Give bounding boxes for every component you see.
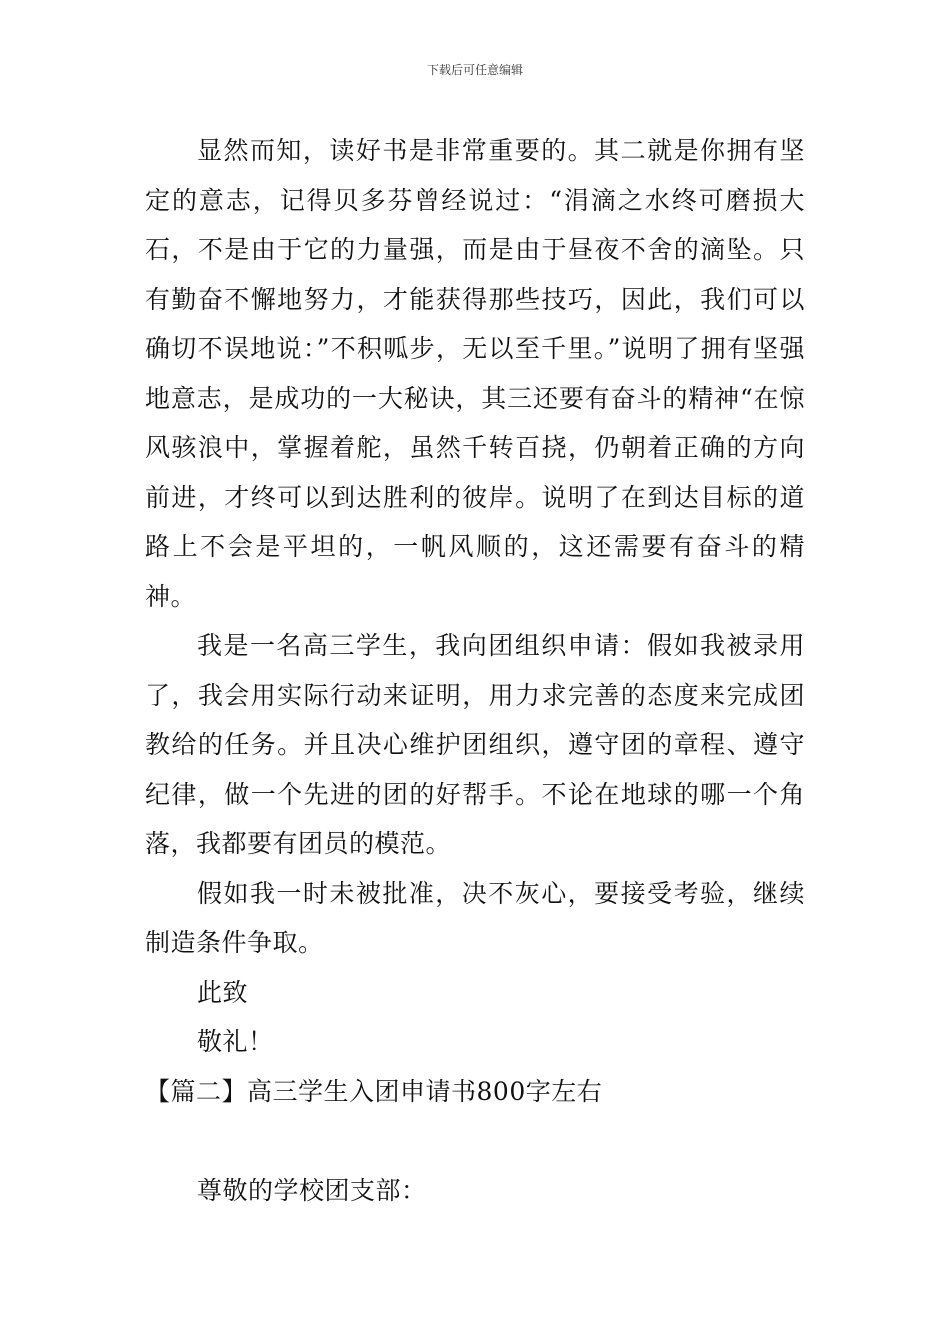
paragraph-2: 我是一名高三学生，我向团组织申请：假如我被录用了，我会用实际行动来证明，用力求完善的态度来完成团教给的任务。并且决心维护团组织，遵守团的章程、遵守纪律，做一个先进的团的好帮手。不论在地球的哪一个角落，我都要有团员的模范。 — [145, 631, 805, 858]
salutation: 尊敬的学校团支部： — [197, 1176, 427, 1205]
closing-line-2: 敬礼！ — [197, 1027, 274, 1056]
section-heading: 【篇二】高三学生入团申请书800字左右 — [145, 1076, 603, 1106]
page-header-note: 下载后可任意编辑 — [426, 63, 523, 77]
document-body — [145, 126, 805, 1216]
closing-line-1: 此致 — [197, 977, 249, 1007]
blank-line — [145, 1116, 805, 1166]
paragraph-3: 假如我一时未被批准，决不灰心，要接受考验，继续制造条件争取。 — [145, 878, 805, 957]
paragraph-1: 显然而知，读好书是非常重要的。其二就是你拥有坚定的意志，记得贝多芬曾经说过：“涓滴之水终可磨损大石，不是由于它的力量强，而是由于昼夜不舍的滴坠。只有勤奋不懈地努力，才能获得那些技巧，因此，我们可以确切不误地说：”不积呱步，无以至千里。”说明了拥有坚强地意志，是成功的一大秘诀，其三还要有奋斗的精神“在惊风骇浪中，掌握着舵，虽然千转百挠，仍朝着正确的方向前进，才终可以到达胜利的彼岸。说明了在到达目标的道路上不会是平坦的，一帆风顺的，这还需要有奋斗的精神。 — [145, 136, 805, 611]
